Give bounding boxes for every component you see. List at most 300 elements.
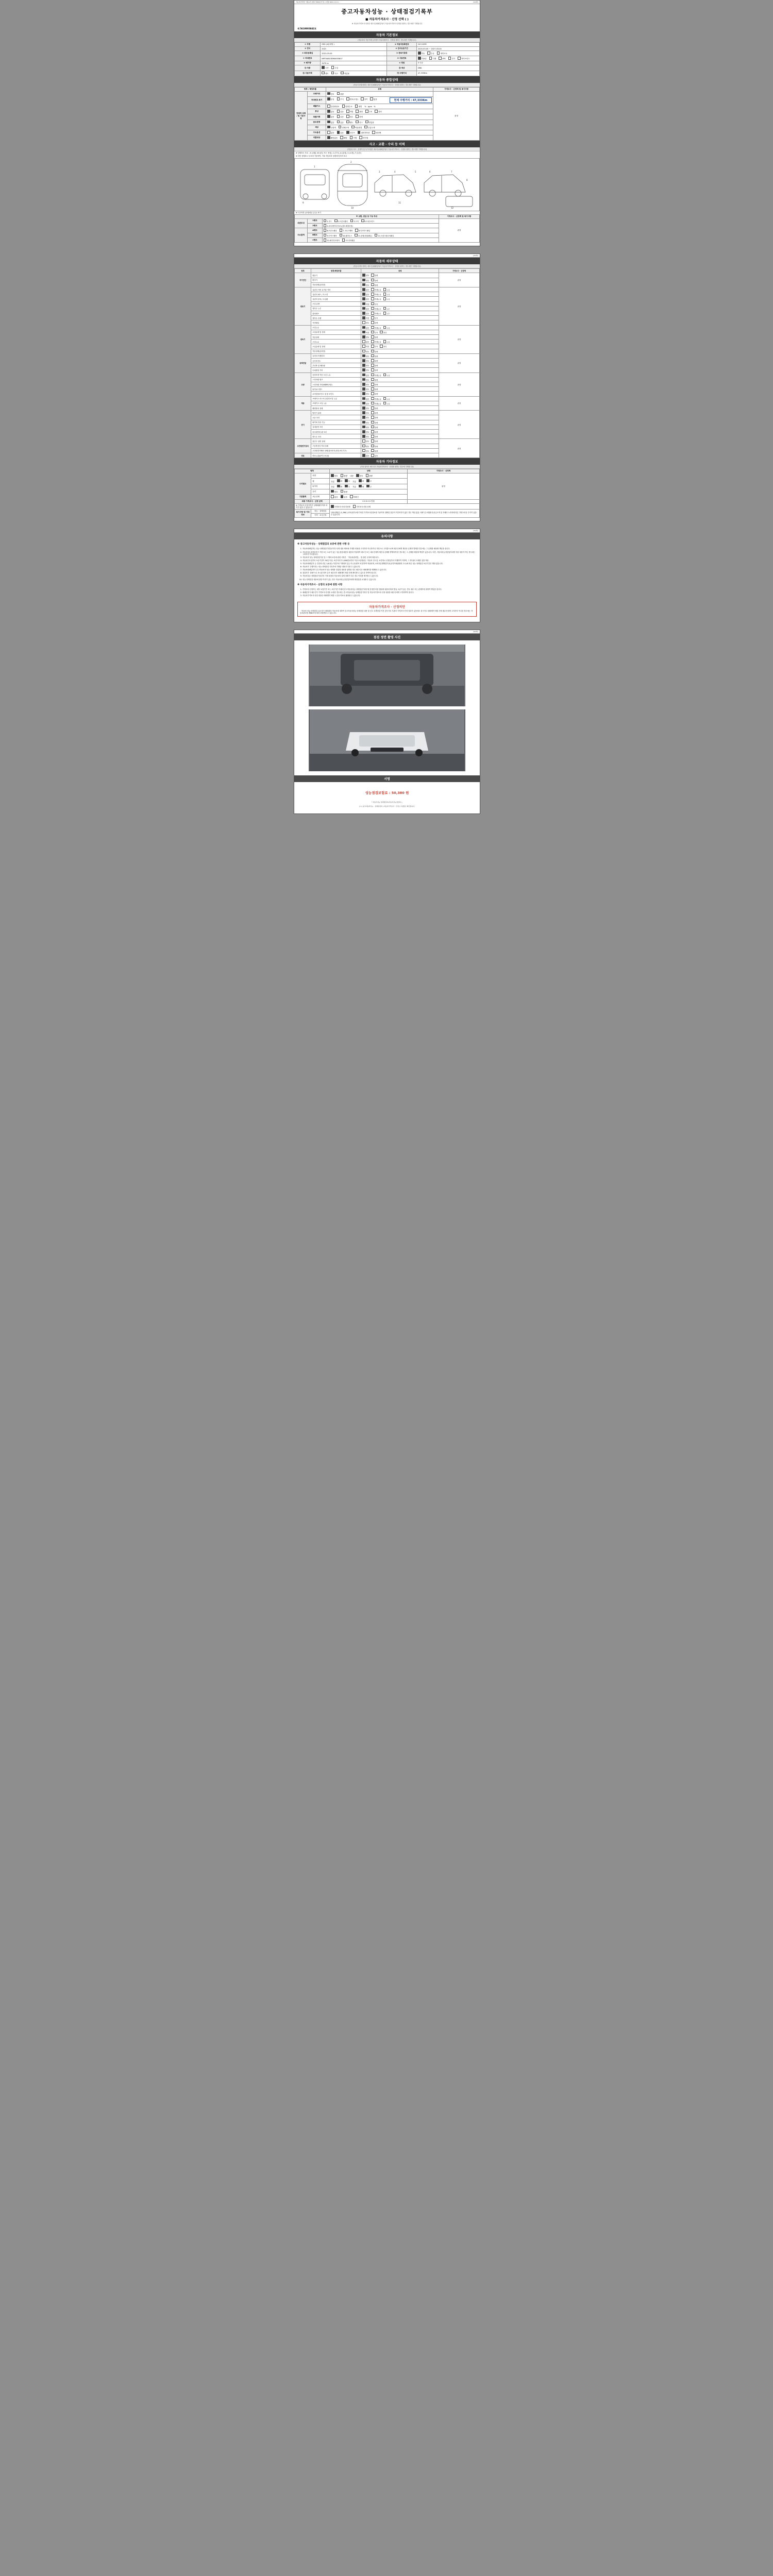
part-dashpanel[interactable]: 11.판넬(대쉬패널) (355, 234, 372, 237)
basic-label-0b: ② 자동차등록번호 (387, 43, 416, 47)
sheet-1 (294, 0, 480, 246)
opt-good[interactable]: 양호 (362, 354, 369, 358)
mileage-highlight: 현재 주행거리 : 47,333Km (390, 97, 432, 103)
opt-good[interactable]: 양호 (362, 387, 369, 391)
other-group-repair: 수리필요 (295, 473, 311, 495)
basic-label-3: ⑦ 차대번호 (295, 56, 321, 61)
part-frontpanel[interactable]: 6.프론트패널 (324, 229, 337, 232)
detail-col-1: 항목/해당부품 (311, 269, 361, 273)
section-overall-sub: (자동차 종합상태는 매도인(매매업자)이 자동차가격조사 · 산정을 원하는 경우에만 기재합니다) (294, 83, 480, 87)
basic-value-1b: 2025-03-05 ~ 2027-03-04 (416, 47, 479, 51)
opt-leak[interactable]: 누유 (383, 397, 390, 400)
sheet-1-wrapper (294, 0, 479, 246)
opt-good[interactable]: 양호 (362, 335, 369, 338)
opt-leak[interactable]: 누유 (383, 374, 390, 377)
opt-bad[interactable]: 불량 (371, 321, 378, 324)
special-none[interactable]: 없음 (327, 115, 334, 118)
opt-good[interactable]: 양호 (362, 421, 369, 424)
opt-bad[interactable]: 불량 (371, 445, 378, 448)
other-item-basic: 보유상태 (311, 495, 330, 500)
opt-bad[interactable]: 불량 (371, 359, 378, 362)
detail-item: 냉각수 수량 (311, 316, 361, 320)
transmission-manual[interactable]: 수동 (427, 52, 434, 55)
opt-bad[interactable]: 불량 (371, 387, 378, 391)
detail-item: 로어암볼조인트 및 볼 조인트 (311, 392, 361, 396)
svg-text:2: 2 (350, 160, 352, 163)
opt-low[interactable]: 부족 (371, 316, 378, 319)
usechange-rent[interactable]: 렌트 (346, 121, 353, 124)
notice-list-1 (303, 548, 477, 580)
section-basic-info-sub: (자동차의 기본기재 등사양이 자동차제작사 · 산정을 원하는 경우에만 기재합니다) (294, 38, 480, 42)
detail-item: 타이로드엔드 (311, 387, 361, 392)
table-row (295, 51, 480, 56)
detail-item: 충전구 절연 상태 (311, 439, 361, 444)
accident-parts-table (294, 214, 480, 243)
fuel-gasoline[interactable]: 가솔린 (418, 57, 427, 60)
accident-right-header: 가격조사 · 산정액 및 특기사항 (439, 214, 480, 218)
wheel-rear-l[interactable]: 좌 (359, 479, 364, 483)
glass-good[interactable]: 양호 (331, 490, 338, 494)
detail-item: 오일 유량 (311, 301, 361, 306)
usechange-commercial[interactable]: 영업용 (365, 121, 374, 124)
basic-unchecked[interactable]: 미확인 (350, 495, 359, 499)
part-door[interactable]: 3.도어 (350, 219, 359, 223)
opt-leak[interactable]: 누유 (383, 293, 390, 296)
part-front-fender-l[interactable]: 2.프론트휀더 (334, 219, 348, 223)
use-commercial[interactable]: 영업용 (341, 72, 349, 75)
section-accident-sub: (자동차 사고 · 산정액 및 특기사항은 매도인(매매업자)이 자동차가격조사 · 산정을 원하는 경우에만 기재합니다) (294, 147, 480, 151)
document-number: 제 5610003842호 (297, 27, 316, 30)
opt-bad[interactable]: 불량 (371, 368, 378, 371)
tire-front-l[interactable]: 좌 (337, 485, 342, 488)
photo-underbody-svg (309, 645, 465, 706)
basic-value-0: G90 (4륜대형 ) (321, 43, 387, 47)
opt-minor[interactable]: 미세누수 (371, 307, 381, 310)
mileage-good[interactable]: 양호 (327, 92, 334, 96)
mileage-bad[interactable]: 불량 (337, 92, 344, 96)
basic-label-5b: ⑫ 색상 (387, 65, 416, 71)
part-trunklid[interactable]: 4.트렁크리드 (361, 219, 375, 223)
part-insidepanel[interactable]: 8.인사이드패널 (355, 229, 370, 232)
opt-bad[interactable]: 불량 (371, 378, 378, 381)
page-number-2: (2/4쪽) (473, 255, 478, 257)
opt-good[interactable]: 양호 (362, 279, 369, 282)
list-item: 9. 자동차성능·상태점검기록부의 기재 내용과 자동차의 실제 상태가 다른 경우 이의를 제기할 수 있습니다. (303, 575, 477, 577)
opt-leak[interactable]: 누유 (383, 402, 390, 405)
ext-good[interactable]: 양호 (331, 474, 338, 478)
section-basic-info-title: 자동차 기본정보 (294, 31, 480, 38)
inspection-fee: 성능점검보험료 : 50,380 원 (365, 791, 409, 795)
detail-group-engine: 원동기 (295, 287, 311, 325)
color-fullpaint[interactable]: 전체도색 (339, 126, 349, 129)
opt-low[interactable]: 부족 (371, 345, 378, 348)
opt-bad[interactable]: 불량 (371, 364, 378, 367)
glass-bad[interactable]: 불량 (341, 490, 347, 494)
detail-group-hv: 고전원전기장치 (295, 439, 311, 453)
detail-item: 원동기 (311, 273, 361, 278)
mileage-value: 47,333Km (416, 71, 479, 76)
list-item: 3. 자동차가격조사·산정 내용은 매매계약 체결 시 참고자료로 활용할 수 있습니다. (303, 595, 477, 597)
recall-yes[interactable]: 해당 (340, 136, 347, 140)
detail-group-driveline: 동력전달 (295, 353, 311, 372)
opt-good[interactable]: 양호 (362, 368, 369, 371)
table-header-row (295, 87, 480, 91)
origin-domestic[interactable]: 국산 (322, 66, 328, 70)
opt-good[interactable]: 양호 (362, 378, 369, 381)
usechange-lease[interactable]: 리스 (356, 121, 362, 124)
overall-col-2: 가격조사 · 산정액 및 특기사항 (433, 87, 480, 91)
transmission-semi[interactable]: 세미오토 (437, 52, 447, 55)
opt-none[interactable]: 없음 (362, 293, 369, 296)
tire-rear-l[interactable]: 좌 (359, 485, 364, 488)
origin-import[interactable]: 수입 (331, 66, 338, 70)
accident-judge: 판정 (439, 218, 480, 243)
price-selected[interactable]: 가격조사·산정 선택 (353, 505, 371, 508)
opt-good[interactable]: 양호 (362, 435, 369, 438)
opt-bad[interactable]: 불량 (371, 406, 378, 410)
sheet-2 (294, 253, 480, 521)
opt-none[interactable]: 없음 (362, 397, 369, 400)
color-partial[interactable]: 부분도색 (364, 126, 375, 129)
other-col-0: 항목 (295, 469, 330, 473)
opt-bad[interactable]: 불량 (371, 421, 378, 424)
usechange-yes[interactable]: 있음 (337, 121, 344, 124)
basic-label-3b: ⑧ 사용연료 (387, 56, 416, 61)
svg-text:5: 5 (415, 170, 416, 173)
opt-over[interactable]: 과다 (380, 331, 386, 334)
opt-none[interactable]: 없음 (362, 326, 369, 329)
svg-text:1: 1 (314, 165, 315, 168)
opt-leak[interactable]: 누유 (383, 326, 390, 329)
table-row (295, 500, 480, 504)
emission-smoke[interactable]: 매연 (355, 105, 362, 108)
detail-item: 실내송풍 모터 (311, 425, 361, 429)
wheel-front-l[interactable]: 좌 (337, 479, 342, 483)
opt-good[interactable]: 양호 (362, 392, 369, 395)
special-note-label: 특기사항 및 기타정보 (295, 510, 311, 518)
basic-value-2: 2021-03-05 (321, 51, 387, 56)
detail-group-electric: 전기 (295, 411, 311, 439)
interior-label: 내장 (350, 475, 354, 478)
list-item: 4. 자동차인도일부터 보증기간이 30일 이상, 보증거리가 2,000킬로미터 이상 보증범위는 '자동차 인도일, 보증개시 산정일부터 이행하여 이하여, 그 밖 권리 도래한 것을 적용. (303, 560, 477, 562)
list-item: 1. 자동차매매업자는 성능·상태점검기록부(이하 '산정 내용 제외에 기재한 내용을 고지하지 아니하거나 거짓으로 고지함으로써 매수인에게 재산상 손해가 발생한 경우에는 그 손해를 배상할 책임을 집니다. (303, 548, 477, 550)
tuning-none[interactable]: 없음 (327, 110, 334, 113)
opt-bad[interactable]: 불량 (371, 392, 378, 395)
opt-good[interactable]: 양호 (362, 430, 369, 433)
special-flood[interactable]: 침수 (346, 115, 353, 118)
detail-item: 클러치 어셈블리 (311, 353, 361, 358)
price-not-selected[interactable]: 가격조사·산정 미선택 (331, 505, 350, 508)
opt-ok[interactable]: 적정 (362, 302, 369, 306)
opt-good[interactable]: 양호 (362, 416, 369, 419)
opt-good[interactable]: 양호 (362, 411, 369, 414)
other-group-basic: 기본품목 (295, 495, 311, 500)
table-row (295, 396, 480, 401)
tire-rear-r[interactable]: 우 (366, 485, 372, 488)
option-none[interactable]: 없음 (327, 131, 334, 134)
opt-low[interactable]: 부족 (371, 302, 378, 306)
opt-bad[interactable]: 불량 (371, 439, 378, 443)
document-page (0, 0, 773, 821)
opt-bad[interactable]: 불량 (371, 279, 378, 282)
basic-label-0: ① 차명 (295, 43, 321, 47)
recall-done[interactable]: 이행 (350, 136, 357, 140)
detail-group-self: 자기진단 (295, 273, 311, 287)
opt-yes[interactable]: 있음 (371, 454, 378, 457)
opt-none[interactable]: 없음 (362, 307, 369, 310)
other-item-glass: 유리 (311, 489, 330, 494)
part-roofpanel[interactable]: 5.라디에이터서포트(볼트체결부품) (324, 224, 353, 227)
opt-bad[interactable]: 불량 (371, 383, 378, 386)
option-airbag[interactable]: 에어백 (372, 131, 381, 134)
section-photos-title: 점검 정면 촬영 사진 (294, 634, 480, 640)
special-row-0: 성능 · 상태점검 (311, 510, 330, 514)
opt-ok[interactable]: 적정 (362, 316, 369, 319)
other-item-exterior: 외장 (311, 473, 330, 479)
opt-minor[interactable]: 미세누유 (371, 297, 381, 300)
color-unchanged[interactable]: 무변색 (327, 126, 336, 129)
opt-good[interactable]: 양호 (362, 445, 369, 448)
accident-cat-frame: 주요골격 (295, 228, 308, 243)
vin-corrosion[interactable]: 부식 (337, 97, 344, 101)
opt-good[interactable]: 양호 (362, 449, 369, 452)
opt-good[interactable]: 양호 (362, 283, 369, 286)
table-row (295, 510, 480, 514)
opt-none[interactable]: 없음 (362, 312, 369, 315)
opt-bad[interactable]: 불량 (371, 416, 378, 419)
fuel-hybrid[interactable]: 하이브리드 (458, 57, 470, 60)
table-row (295, 47, 480, 51)
detail-item: 오일누유 (311, 340, 361, 344)
option-sunroof[interactable]: 선루프 (346, 131, 355, 134)
opt-bad[interactable]: 불량 (371, 354, 378, 358)
recall-notdone[interactable]: 미이행 (359, 136, 368, 140)
opt-bad[interactable]: 불량 (371, 350, 378, 353)
usechange-none[interactable]: 없음 (327, 121, 334, 124)
opt-none[interactable]: 없음 (362, 340, 369, 343)
detail-item: 냉각수 누수 (311, 306, 361, 311)
accident-cat-outer: 외판부위 (295, 218, 308, 228)
opt-minor[interactable]: 미세누유 (371, 402, 381, 405)
opt-none[interactable]: 없음 (362, 374, 369, 377)
detail-item: 브레이크 오일 누유 (311, 401, 361, 405)
opt-low[interactable]: 부족 (371, 331, 378, 334)
page-number-1: (1/4쪽) (473, 1, 478, 3)
detail-judge-electric: 판정 (439, 411, 479, 439)
page-number-4: (4/4쪽) (473, 631, 478, 633)
opt-good[interactable]: 양호 (362, 274, 369, 277)
section-notice-title: 유의사항 (294, 533, 480, 539)
use-history-label: ⑭ 사용이력 (295, 71, 321, 76)
vin-none[interactable]: 없음 (370, 97, 377, 101)
opt-minor[interactable]: 미세누유 (371, 374, 381, 377)
opt-bad[interactable]: 불량 (371, 430, 378, 433)
opt-leak[interactable]: 누유 (383, 340, 390, 343)
warning-box (297, 602, 477, 617)
detail-item: 등속조인트 (311, 358, 361, 363)
table-header-row (295, 269, 480, 273)
option-navigation[interactable]: 내비게이션 (358, 131, 370, 134)
detail-item: 커먼레일 (311, 320, 361, 325)
sheet-3 (294, 529, 480, 622)
overall-item-2: 배출가스 (308, 104, 326, 109)
opt-none[interactable]: 없음 (362, 288, 369, 291)
part-hood[interactable]: 1.후드 (324, 219, 332, 223)
part-floorpanel[interactable]: 11.트렁크플로어패널 (375, 234, 394, 237)
opt-leak[interactable]: 누수 (383, 312, 390, 315)
table-row (295, 61, 480, 65)
detail-item: 라디에이터 팬 모터 (311, 430, 361, 434)
opt-none[interactable]: 없음 (362, 297, 369, 300)
basic-yes[interactable]: 있음 (341, 495, 347, 499)
detail-item: 동력조향 작동 오일 누유 (311, 372, 361, 377)
basic-label-2b: ⑥ 변속기종류 (387, 51, 416, 56)
opt-ok[interactable]: 적정 (362, 345, 369, 348)
opt-leak[interactable]: 누유 (383, 297, 390, 300)
opt-over[interactable]: 과다 (380, 345, 386, 348)
basic-label-5: ⑪ 차종 (295, 65, 321, 71)
table-row (295, 218, 480, 223)
footer-line-2: [ 1 ] 중고자동차성능 · 상태점검자 [ 자동차가격조사 · 산정 ] 사업장은 확인합니다. (359, 805, 415, 808)
tire-front: 전륜 (331, 485, 334, 488)
svg-text:10: 10 (351, 206, 354, 209)
tuning-illegal[interactable]: 불법 (356, 110, 362, 113)
document-header (294, 4, 480, 26)
opt-bad[interactable]: 불량 (371, 426, 378, 429)
sheet-2-wrapper (294, 253, 479, 521)
int-good[interactable]: 양호 (356, 474, 363, 478)
notice-head-1: ※ 중고자동차성능 · 상태점검의 보증에 관한 사항 등 (297, 543, 350, 546)
detail-item: 변속기 (311, 278, 361, 282)
tuning-structure[interactable]: 구조 (365, 110, 372, 113)
opt-minor[interactable]: 미세누유 (371, 397, 381, 400)
detail-group-fuel: 연료 (295, 453, 311, 458)
vin-same[interactable]: 동일 (327, 97, 334, 101)
basic-value-5b: DBA (416, 65, 479, 71)
wheel-rear-r[interactable]: 우 (366, 479, 372, 483)
opt-good[interactable]: 양호 (362, 350, 369, 353)
opt-bad[interactable]: 불량 (371, 283, 378, 286)
mileage-label: ⑬ 주행거리 (387, 71, 416, 76)
ext-bad[interactable]: 불량 (341, 474, 347, 478)
tuning-device[interactable]: 장치 (375, 110, 381, 113)
special-yes[interactable]: 있음 (337, 115, 344, 118)
opt-minor[interactable]: 미세누유 (371, 340, 381, 343)
opt-none[interactable]: 없음 (362, 454, 369, 457)
use-lease[interactable]: 리스 (331, 72, 338, 75)
opt-minor[interactable]: 미세누유 (371, 288, 381, 291)
opt-minor[interactable]: 미세누수 (371, 312, 381, 315)
color-changed[interactable]: 색상변경 (351, 126, 362, 129)
int-bad[interactable]: 불량 (366, 474, 373, 478)
basic-label-4b: ⑩ 정원 (387, 61, 416, 65)
opt-good[interactable]: 양호 (362, 364, 369, 367)
svg-text:4: 4 (394, 170, 396, 173)
svg-text:12: 12 (451, 206, 454, 209)
fuel-diesel[interactable]: 디젤 (429, 57, 436, 60)
overall-item-7: 주요옵션 (308, 130, 326, 135)
vin-different[interactable]: 상이 (361, 97, 367, 101)
opt-leak[interactable]: 누유 (383, 288, 390, 291)
emission-hc[interactable]: 탄화수소 (342, 105, 352, 108)
section-other-sub: (기타 항목은 매도인이 자동차가격조사 · 산정을 원하는 경우에 기재합니다) (294, 465, 480, 469)
tire-front-r[interactable]: 우 (345, 485, 350, 488)
accident-lvl-a: A랭크 (308, 228, 323, 233)
opt-good[interactable]: 양호 (362, 383, 369, 386)
table-row (295, 65, 480, 71)
detail-item: 추진축 및 베어링 (311, 363, 361, 368)
overall-col-1: 상태 (326, 87, 433, 91)
detail-judge-self: 판정 (439, 273, 479, 287)
part-crossmember[interactable]: 7.크로스멤버 (340, 229, 353, 232)
opt-good[interactable]: 양호 (362, 359, 369, 362)
part-sidemember[interactable]: 9.사이드멤버 (324, 234, 337, 237)
opt-good[interactable]: 양호 (362, 426, 369, 429)
total-price-note: ※ 가격조사·산정가격은 실제매매가격과 차이가 있을 수 있습니다. (295, 504, 330, 510)
basic-value-4: 3470 cc (321, 61, 387, 65)
detail-group-steering: 조향 (295, 372, 311, 396)
recall-na[interactable]: 해당없음 (327, 136, 338, 140)
opt-bad[interactable]: 불량 (371, 449, 378, 452)
emission-co[interactable]: 일산화탄소 (327, 105, 340, 108)
svg-text:9: 9 (303, 201, 304, 204)
tuning-legal[interactable]: 적법 (346, 110, 353, 113)
opt-bad[interactable]: 불량 (371, 335, 378, 338)
part-roof[interactable]: 12.패키지트레이 (324, 239, 340, 242)
opt-minor[interactable]: 미세누유 (371, 326, 381, 329)
option-yes[interactable]: 있음 (337, 131, 344, 134)
opt-bad[interactable]: 불량 (371, 435, 378, 438)
other-info-table (294, 469, 480, 518)
section-detail-title: 자동차 세부상태 (294, 258, 480, 264)
wheel-front-r[interactable]: 우 (345, 479, 350, 483)
tuning-yes[interactable]: 있음 (337, 110, 344, 113)
opt-bad[interactable]: 불량 (371, 411, 378, 414)
accident-lvl-b: B랭크 (308, 233, 323, 238)
fuel-lpg[interactable]: LPG (439, 57, 445, 60)
table-row (295, 411, 480, 415)
car-damage-diagram (294, 158, 480, 211)
special-fire[interactable]: 화재 (356, 115, 362, 118)
other-item-wheel: 휠 (311, 479, 330, 484)
sheet-4 (294, 630, 480, 814)
fuel-electric[interactable]: 전기 (448, 57, 455, 60)
vin-altered[interactable]: 변조(도말) (346, 97, 358, 101)
part-wheelhouse[interactable]: 10.휠하우스 (340, 234, 352, 237)
overall-col-0: 항목 / 해당부품 (295, 87, 326, 91)
detail-item: 오일유량 및 상태 (311, 330, 361, 334)
opt-bad[interactable]: 불량 (371, 274, 378, 277)
opt-good[interactable]: 양호 (362, 439, 369, 443)
opt-good[interactable]: 양호 (362, 406, 369, 410)
use-rent[interactable]: 렌트 (322, 72, 328, 75)
opt-none[interactable]: 없음 (362, 402, 369, 405)
transmission-auto[interactable]: 자동 (418, 52, 425, 55)
detail-item: 오일유량 및 상태 (311, 344, 361, 349)
part-rearpanel[interactable]: 13.리어패널 (342, 239, 355, 242)
basic-value-1: 2021 (321, 47, 387, 51)
detail-item: 연료누출(LP가스포함) (311, 453, 361, 458)
basic-none[interactable]: 없음 (331, 495, 338, 499)
opt-leak[interactable]: 누수 (383, 307, 390, 310)
detail-item: 실린더 블록 / 오일팬 (311, 297, 361, 301)
list-item: 2. 매매업자가 매수인이 가격조사·산정을 요청한 경우에는 중고자동차성능·상태점검기록부 및 자동차가격조사·산정 내용을 매수인에게 고지하여야 합니다. (303, 591, 477, 594)
opt-minor[interactable]: 미세누유 (371, 293, 381, 296)
detail-item: 스티어링 펌프 (311, 377, 361, 382)
list-item: 7. 자동차매매업자가 중고자동차의 성능·상태를 점검한 내용을 위반한 경우 매수인은 매매계약을 해제할 수 있습니다. (303, 569, 477, 571)
opt-good[interactable]: 양호 (362, 321, 369, 324)
opt-ok[interactable]: 적정 (362, 331, 369, 334)
